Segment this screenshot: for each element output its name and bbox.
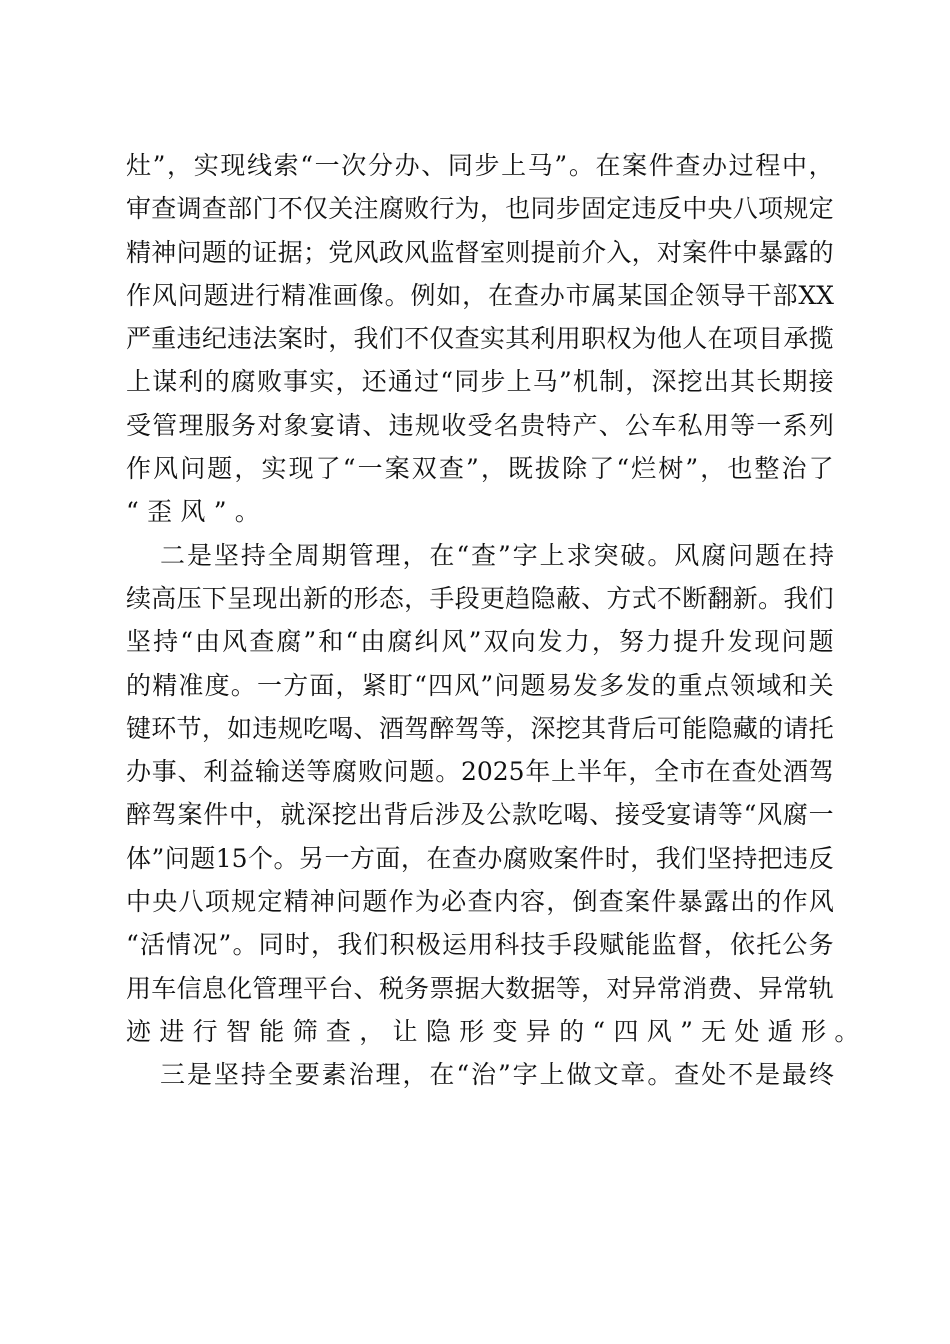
text-line: 中 央 八 项 规 定 精 神 问 题 作 为 必 查 内 容 ， 倒 查 案 件 暴 露 出 的 作 风: [126, 887, 834, 917]
text-line: 作 风 问 题 ， 实 现 了 “ 一 案 双 查 ” ， 既 拔 除 了 “ 烂 树 ” ， 也 整 治 了: [126, 454, 834, 484]
text-line: “ 活 情 况 ” 。 同 时 ， 我 们 积 极 运 用 科 技 手 段 赋 能 监 督 ， 依 托 公 务: [126, 930, 834, 960]
text-line: 上 谋 利 的 腐 败 事 实 ， 还 通 过 “ 同 步 上 马 ” 机 制 ， 深 挖 出 其 长 期 接: [126, 367, 834, 397]
text-line: 的 精 准 度 。 一 方 面 ， 紧 盯 “ 四 风 ” 问 题 易 发 多 发 的 重 点 领 域 和 关: [126, 670, 834, 700]
text-line: 坚 持 “ 由 风 查 腐 ” 和 “ 由 腐 纠 风 ” 双 向 发 力 ， 努 力 提 升 发 现 问 题: [126, 627, 834, 657]
text-line: 受 管 理 服 务 对 象 宴 请 、 违 规 收 受 名 贵 特 产 、 公 车 私 用 等 一 系 列: [126, 410, 834, 440]
text-line: 三 是 坚 持 全 要 素 治 理 ， 在 “ 治 ” 字 上 做 文 章 。 查 处 不 是 最 终: [160, 1060, 834, 1090]
text-line: 续 高 压 下 呈 现 出 新 的 形 态 ， 手 段 更 趋 隐 蔽 、 方 式 不 断 翻 新 。 我 们: [126, 583, 834, 613]
text-line: 二 是 坚 持 全 周 期 管 理 ， 在 “ 查 ” 字 上 求 突 破 。 风 腐 问 题 在 持: [160, 540, 834, 570]
paragraph-p1-continued: [126, 144, 834, 534]
paragraph-p2: [126, 534, 860, 1054]
text-line: 作 风 问 题 进 行 精 准 画 像 。 例 如 ， 在 查 办 市 属 某 国 企 领 导 干 部 XX: [126, 280, 834, 310]
text-line: 迹 进 行 智 能 筛 查 ， 让 隐 形 变 异 的 “ 四 风 ” 无 处 遁 形 。: [126, 1016, 860, 1046]
text-line: 办 事 、 利 益 输 送 等 腐 败 问 题 。 2025 年 上 半 年 ， 全 市 在 查 处 酒 驾: [126, 757, 834, 787]
paragraph-p3: [126, 1053, 834, 1096]
text-line: 审 查 调 查 部 门 不 仅 关 注 腐 败 行 为 ， 也 同 步 固 定 违 反 中 央 八 项 规 定: [126, 194, 834, 224]
document-body: [126, 144, 860, 1097]
text-line: 体 ” 问 题 15 个 。 另 一 方 面 ， 在 查 办 腐 败 案 件 时 ， 我 们 坚 持 把 违 反: [126, 843, 834, 873]
text-line: 醉 驾 案 件 中 ， 就 深 挖 出 背 后 涉 及 公 款 吃 喝 、 接 受 宴 请 等 “ 风 腐 一: [126, 800, 834, 830]
text-line: 键 环 节 ， 如 违 规 吃 喝 、 酒 驾 醉 驾 等 ， 深 挖 其 背 后 可 能 隐 藏 的 请 托: [126, 713, 834, 743]
text-line: 严 重 违 纪 违 法 案 时 ， 我 们 不 仅 查 实 其 利 用 职 权 为 他 人 在 项 目 承 揽: [126, 324, 834, 354]
text-line: 精 神 问 题 的 证 据 ； 党 风 政 风 监 督 室 则 提 前 介 入 ， 对 案 件 中 暴 露 的: [126, 237, 834, 267]
text-line: 用 车 信 息 化 管 理 平 台 、 税 务 票 据 大 数 据 等 ， 对 异 常 消 费 、 异 常 轨: [126, 973, 834, 1003]
text-line: “ 歪 风 ” 。: [126, 497, 260, 527]
text-line: 灶 ” ， 实 现 线 索 “ 一 次 分 办 、 同 步 上 马 ” 。 在 案 件 查 办 过 程 中 ，: [126, 151, 834, 180]
